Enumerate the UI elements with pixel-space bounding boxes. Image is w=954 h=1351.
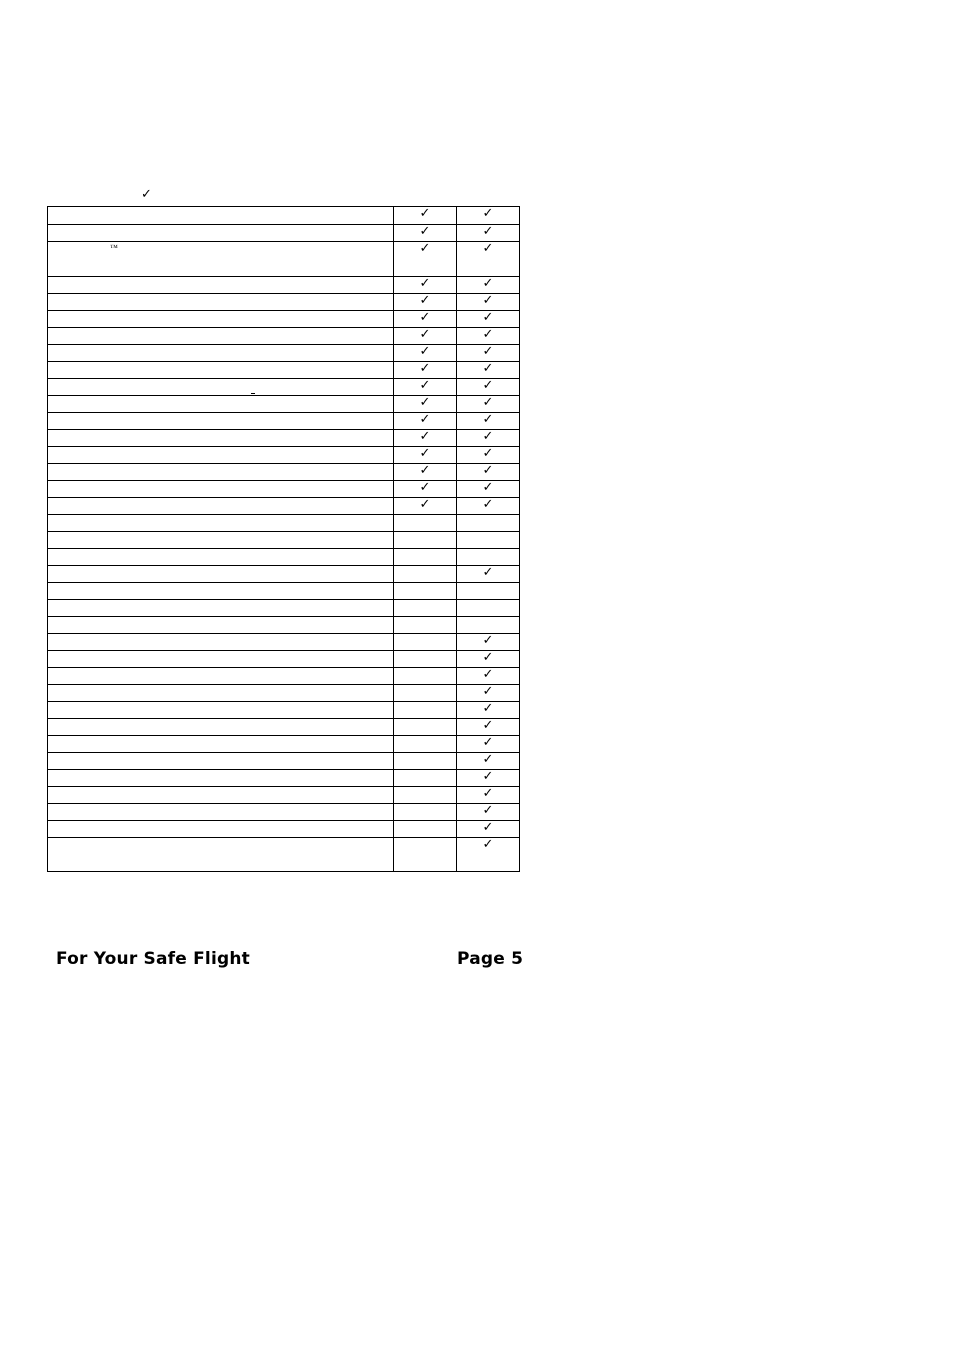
check-cell-col2: ✓	[457, 447, 520, 464]
check-cell-col1: ✓	[394, 447, 457, 464]
table-row	[48, 430, 520, 447]
feature-label-cell	[48, 515, 394, 532]
feature-label-cell	[48, 651, 394, 668]
feature-label-cell	[48, 702, 394, 719]
feature-label-cell	[48, 532, 394, 549]
check-cell-col1: ✓	[394, 498, 457, 515]
table-row	[48, 396, 520, 413]
feature-label-cell	[48, 311, 394, 328]
check-cell-col2: ✓	[457, 787, 520, 804]
check-cell-col1: ✓	[394, 396, 457, 413]
feature-label-cell	[48, 685, 394, 702]
table-row	[48, 617, 520, 634]
check-cell-col2: ✓	[457, 838, 520, 872]
table-row	[48, 549, 520, 566]
check-cell-col1	[394, 787, 457, 804]
check-cell-col1: ✓	[394, 464, 457, 481]
check-cell-col2: ✓	[457, 362, 520, 379]
table-row	[48, 668, 520, 685]
check-cell-col2: ✓	[457, 566, 520, 583]
table-row	[48, 242, 520, 277]
table-row	[48, 753, 520, 770]
feature-label-cell	[48, 225, 394, 242]
check-cell-col1: ✓	[394, 345, 457, 362]
feature-label-cell	[48, 787, 394, 804]
check-cell-col1	[394, 515, 457, 532]
feature-label-cell	[48, 413, 394, 430]
check-cell-col1	[394, 566, 457, 583]
check-cell-col2: ✓	[457, 225, 520, 242]
table-row	[48, 566, 520, 583]
table-row	[48, 294, 520, 311]
footer-title: For Your Safe Flight	[56, 949, 250, 969]
feature-label-cell	[48, 719, 394, 736]
table-row	[48, 736, 520, 753]
table-row	[48, 481, 520, 498]
check-cell-col1	[394, 838, 457, 872]
feature-label-cell	[48, 207, 394, 225]
check-cell-col2: ✓	[457, 634, 520, 651]
feature-label-cell	[48, 328, 394, 345]
check-cell-col1	[394, 804, 457, 821]
check-cell-col1: ✓	[394, 277, 457, 294]
check-cell-col1	[394, 753, 457, 770]
intro-check-mark: ✓	[141, 187, 152, 202]
check-cell-col1: ✓	[394, 225, 457, 242]
feature-label-cell	[48, 396, 394, 413]
table-row	[48, 702, 520, 719]
table-row	[48, 379, 520, 396]
table-row	[48, 804, 520, 821]
table-row	[48, 787, 520, 804]
check-cell-col2	[457, 515, 520, 532]
check-cell-col2	[457, 583, 520, 600]
feature-label-cell	[48, 804, 394, 821]
check-cell-col2: ✓	[457, 668, 520, 685]
check-cell-col2: ✓	[457, 345, 520, 362]
table-row	[48, 719, 520, 736]
table-row	[48, 362, 520, 379]
check-cell-col1	[394, 583, 457, 600]
table-row	[48, 651, 520, 668]
check-cell-col1	[394, 617, 457, 634]
feature-label-cell	[48, 838, 394, 872]
check-cell-col1: ✓	[394, 328, 457, 345]
check-cell-col1	[394, 736, 457, 753]
check-cell-col2: ✓	[457, 770, 520, 787]
table-row	[48, 277, 520, 294]
feature-label-cell	[48, 617, 394, 634]
check-cell-col2: ✓	[457, 736, 520, 753]
feature-label-cell	[48, 362, 394, 379]
check-cell-col1: ✓	[394, 311, 457, 328]
check-cell-col1	[394, 821, 457, 838]
check-cell-col1: ✓	[394, 362, 457, 379]
table-row	[48, 464, 520, 481]
check-cell-col2: ✓	[457, 685, 520, 702]
check-cell-col2: ✓	[457, 311, 520, 328]
underscore-mark	[251, 381, 255, 394]
feature-label-cell	[48, 549, 394, 566]
check-cell-col1: ✓	[394, 207, 457, 225]
feature-label-cell	[48, 753, 394, 770]
table-row	[48, 413, 520, 430]
check-cell-col1	[394, 685, 457, 702]
table-row	[48, 532, 520, 549]
check-cell-col2: ✓	[457, 804, 520, 821]
check-cell-col1: ✓	[394, 294, 457, 311]
check-cell-col1: ✓	[394, 481, 457, 498]
table-row	[48, 225, 520, 242]
table-row	[48, 685, 520, 702]
feature-table-body	[48, 207, 520, 872]
check-cell-col2	[457, 600, 520, 617]
table-row	[48, 600, 520, 617]
table-row	[48, 447, 520, 464]
feature-label-cell	[48, 277, 394, 294]
check-cell-col1	[394, 549, 457, 566]
check-cell-col1: ✓	[394, 379, 457, 396]
feature-label-cell	[48, 600, 394, 617]
check-cell-col2: ✓	[457, 464, 520, 481]
check-cell-col1	[394, 668, 457, 685]
check-cell-col2: ✓	[457, 753, 520, 770]
check-cell-col1: ✓	[394, 242, 457, 277]
feature-label-cell	[48, 294, 394, 311]
feature-label-cell	[48, 498, 394, 515]
check-cell-col2: ✓	[457, 702, 520, 719]
check-cell-col2: ✓	[457, 328, 520, 345]
check-cell-col2: ✓	[457, 481, 520, 498]
check-cell-col1	[394, 702, 457, 719]
feature-label-cell	[48, 379, 394, 396]
feature-label-cell	[48, 481, 394, 498]
check-cell-col1: ✓	[394, 413, 457, 430]
feature-label-cell	[48, 345, 394, 362]
check-cell-col2: ✓	[457, 277, 520, 294]
feature-label-cell	[48, 464, 394, 481]
check-cell-col1	[394, 770, 457, 787]
table-row	[48, 498, 520, 515]
check-cell-col1	[394, 719, 457, 736]
feature-comparison-table	[47, 206, 520, 872]
check-cell-col1	[394, 634, 457, 651]
table-row	[48, 207, 520, 225]
check-cell-col2: ✓	[457, 651, 520, 668]
check-cell-col1: ✓	[394, 430, 457, 447]
check-cell-col1	[394, 600, 457, 617]
page-number: Page 5	[457, 949, 524, 969]
check-cell-col1	[394, 651, 457, 668]
table-row	[48, 328, 520, 345]
table-row	[48, 821, 520, 838]
feature-label-cell	[48, 583, 394, 600]
check-cell-col2: ✓	[457, 719, 520, 736]
table-row	[48, 345, 520, 362]
check-cell-col2	[457, 532, 520, 549]
check-cell-col2: ✓	[457, 379, 520, 396]
feature-label-cell	[48, 770, 394, 787]
table-row	[48, 770, 520, 787]
table-row	[48, 583, 520, 600]
check-cell-col2	[457, 617, 520, 634]
feature-label-cell	[48, 566, 394, 583]
table-row	[48, 634, 520, 651]
check-cell-col2	[457, 549, 520, 566]
check-cell-col2: ✓	[457, 413, 520, 430]
table-row	[48, 838, 520, 872]
check-cell-col1	[394, 532, 457, 549]
feature-label-cell	[48, 242, 394, 277]
feature-label-cell	[48, 634, 394, 651]
check-cell-col2: ✓	[457, 294, 520, 311]
feature-label-cell	[48, 821, 394, 838]
check-cell-col2: ✓	[457, 396, 520, 413]
trademark-mark: ™	[110, 243, 118, 252]
feature-label-cell	[48, 430, 394, 447]
feature-label-cell	[48, 736, 394, 753]
table-row	[48, 515, 520, 532]
table-row	[48, 311, 520, 328]
check-cell-col2: ✓	[457, 821, 520, 838]
feature-label-cell	[48, 447, 394, 464]
check-cell-col2: ✓	[457, 207, 520, 225]
check-cell-col2: ✓	[457, 498, 520, 515]
check-cell-col2: ✓	[457, 430, 520, 447]
check-cell-col2: ✓	[457, 242, 520, 277]
feature-label-cell	[48, 668, 394, 685]
